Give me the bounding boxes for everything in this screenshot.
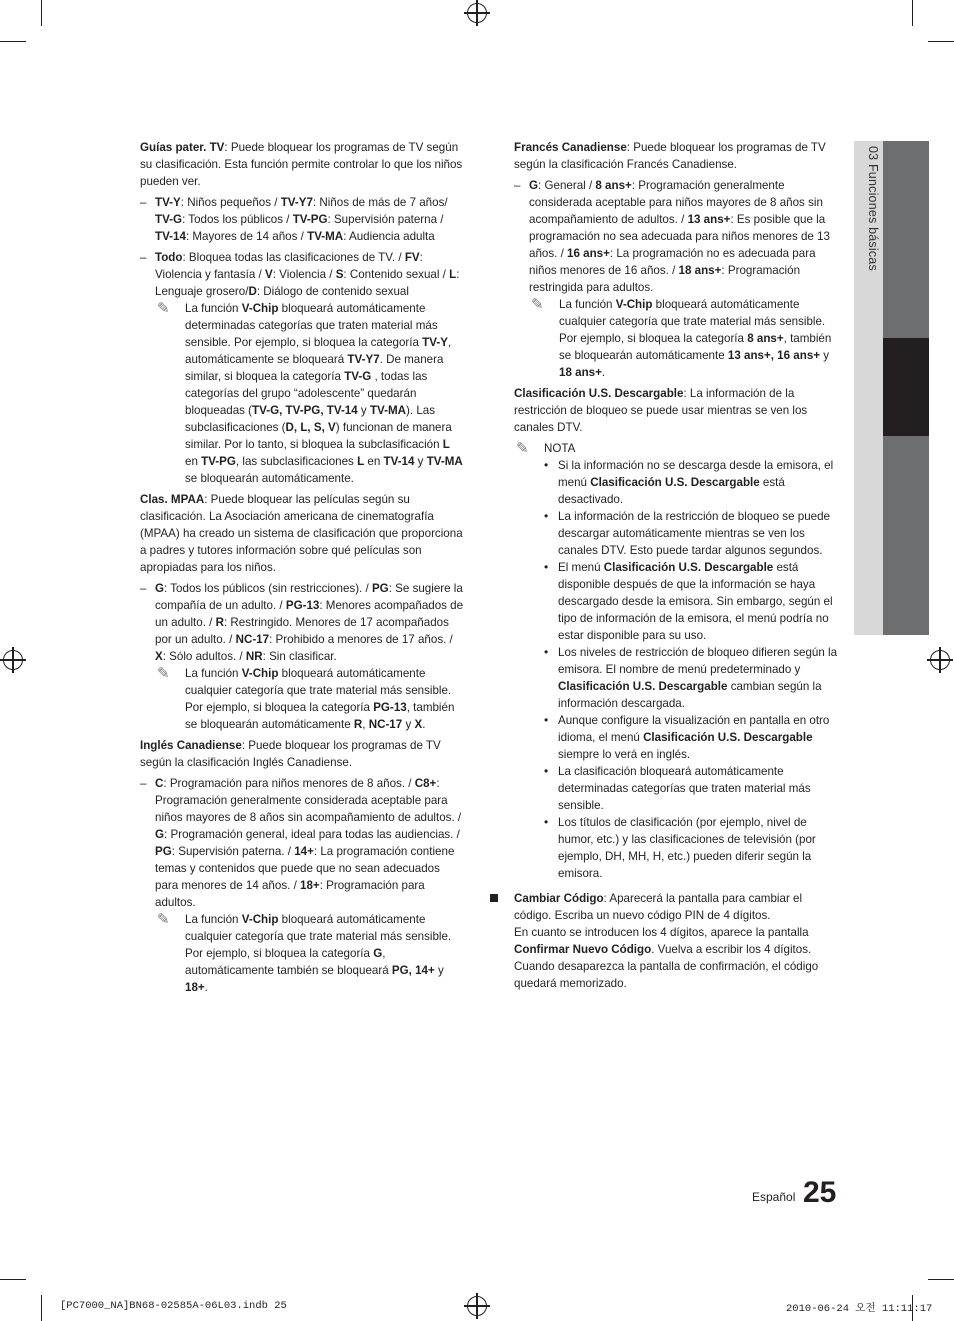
bold-term: V-Chip (241, 913, 279, 926)
bold-term: D (248, 285, 257, 298)
text-run: : Supervisión paterna. / (171, 845, 295, 858)
text-run: , automáticamente se bloqueará (185, 336, 452, 366)
dash-item (140, 775, 464, 911)
bold-term: NR (245, 650, 263, 663)
text-run: ) funcionan de manera similar. Por lo tanto, si bloquea la subclasificación (185, 421, 452, 451)
chapter-bar (883, 141, 929, 338)
text-run: La información de la restricción de bloqueo se puede descargar automáticamente mientras se ven los canales DTV. Esto puede tardar algunos segundos. (558, 510, 830, 557)
text-run: : Supervisión paterna / (327, 213, 444, 226)
bold-term: V (265, 268, 273, 281)
bold-term: D, L, S, V (285, 421, 336, 434)
text-run: : Aparecerá la pantalla para cambiar el código. Escriba un nuevo código PIN de 4 dígitos. (514, 892, 803, 922)
paragraph-canadian-english (140, 737, 464, 771)
crop-mark (912, 0, 913, 26)
note-item (140, 665, 464, 733)
text-run: : Bloquea todas las clasificaciones de TV. / (182, 251, 405, 264)
bold-term: FV (404, 251, 420, 264)
text-run: : Lenguaje grosero/ (155, 268, 460, 298)
note-bullet-item (514, 644, 840, 712)
bold-term: TV-G (155, 213, 183, 226)
text-run: . (422, 718, 426, 731)
bold-term: 13 ans+, 16 ans+ (727, 349, 821, 362)
bold-term: V-Chip (241, 667, 279, 680)
text-run: siempre lo verá en inglés. (558, 748, 691, 761)
text-run: . Vuelva a escribir los 4 dígitos. Cuando desaparezca la pantalla de confirmación, el código quedará memorizado. (514, 943, 819, 990)
bold-term: TV-Y (422, 336, 448, 349)
bold-term: Todo (155, 251, 183, 264)
bold-term: 14+ (294, 845, 314, 858)
text-run: En cuanto se introducen los 4 dígitos, aparece la pantalla (514, 926, 809, 939)
bold-term: V-Chip (615, 298, 653, 311)
text-run: : Restringido. Menores de 17 acompañados por un adulto. / (155, 616, 449, 646)
text-run: , también se bloquearán automáticamente (559, 332, 832, 362)
text-run: , todas las categorías del grupo “adolescente” quedarán bloqueadas ( (185, 370, 428, 417)
text-run: , también se bloquearán automáticamente (185, 701, 455, 731)
note-bullet-item (514, 763, 840, 814)
bold-term: TV-Y (155, 196, 181, 209)
bold-term: 18 ans+ (559, 366, 602, 379)
bold-term: 18+ (300, 879, 320, 892)
pencil-note-icon: ✎ (516, 440, 529, 457)
bold-term: Clas. MPAA (140, 493, 205, 506)
bold-term: TV-MA (426, 455, 463, 468)
text-run: bloqueará automáticamente cualquier categoría que trate material más sensible. Por ejemplo, si bloquea la categoría (185, 913, 452, 960)
crop-mark (928, 41, 954, 42)
dash-item (140, 249, 464, 300)
bold-term: Confirmar Nuevo Código (514, 943, 652, 956)
dash-item (514, 177, 840, 296)
bold-term: L (357, 455, 365, 468)
text-run: : Puede bloquear los programas de TV según la clasificación Inglés Canadiense. (140, 739, 441, 769)
bold-term: NC-17 (368, 718, 403, 731)
note-bullet-item (514, 712, 840, 763)
bold-term: TV-PG (201, 455, 236, 468)
text-run: : Niños pequeños / (180, 196, 281, 209)
bold-term: Clasificación U.S. Descargable (558, 680, 728, 693)
dash-item (140, 580, 464, 665)
text-run: : Violencia / (272, 268, 336, 281)
bold-term: TV-MA (369, 404, 407, 417)
text-run: : Sólo adultos. / (162, 650, 246, 663)
registration-mark-icon (3, 650, 23, 670)
bold-term: 13 ans+ (687, 213, 731, 226)
text-run: y (402, 718, 415, 731)
bold-term: Clasificación U.S. Descargable (590, 476, 760, 489)
text-run: : Se sugiere la compañía de un adulto. / (155, 582, 463, 612)
text-run: : Todos los públicos (sin restricciones). / (164, 582, 372, 595)
bold-term: X (155, 650, 163, 663)
pencil-note-icon: ✎ (157, 911, 170, 928)
bold-term: L (442, 438, 450, 451)
dash-item (140, 194, 464, 245)
text-run: . De manera similar, si bloquea la categoría (185, 353, 444, 383)
bold-term: Clasificación U.S. Descargable (514, 387, 684, 400)
text-run: : Sin clasificar. (262, 650, 337, 663)
bold-term: TV-G, TV-PG, TV-14 (252, 404, 358, 417)
text-run: : Contenido sexual / (343, 268, 450, 281)
text-run: , las subclasificaciones (235, 455, 358, 468)
note-bullet-item (514, 814, 840, 882)
text-run: : Puede bloquear los programas de TV según la clasificación Francés Canadiense. (514, 141, 826, 171)
nota-heading: ✎ NOTA (516, 440, 576, 457)
text-run: Si la información no se descarga desde la emisora, el menú (558, 459, 834, 489)
bold-term: NC-17 (235, 633, 270, 646)
text-run: en (364, 455, 384, 468)
bold-term: 8 ans+ (747, 332, 784, 345)
text-run: está disponible después de que la información se haya descargado desde la emisora. Sin embargo, según el tipo de información de la emisora, el menú podría no estar disponible para su uso. (558, 561, 833, 642)
bold-term: TV-14 (383, 455, 415, 468)
bold-term: G (373, 947, 383, 960)
bold-term: TV-Y7 (347, 353, 380, 366)
note-item (514, 296, 840, 381)
text-run: cambian según la información descargada. (558, 680, 822, 710)
text-run: se bloquearán automáticamente. (185, 472, 354, 485)
registration-mark-icon (467, 3, 487, 23)
pencil-note-icon: ✎ (157, 300, 170, 317)
text-run: bloqueará automáticamente cualquier categoría que trate material más sensible. Por ejemplo, si bloquea la categoría (559, 298, 826, 345)
text-run: , (362, 718, 369, 731)
text-run: . (204, 981, 208, 994)
text-run: , automáticamente también se bloqueará (185, 947, 392, 977)
text-run: bloqueará automáticamente determinadas categorías que traten material más sensible. Por ejemplo, si bloquea la categoría (185, 302, 438, 349)
pencil-note-icon: ✎ (157, 665, 170, 682)
text-run: : Mayores de 14 años / (185, 230, 308, 243)
bold-term: 16 ans+ (567, 247, 610, 260)
bold-term: Cambiar Código (514, 892, 604, 905)
note-bullet-item (514, 457, 840, 508)
bold-term: PG (155, 845, 172, 858)
paragraph-confirm-code (514, 924, 840, 992)
bold-term: C (155, 777, 164, 790)
left-column (140, 139, 464, 996)
bold-term: TV-MA (307, 230, 344, 243)
paragraph-us-downloadable (514, 385, 840, 436)
bold-term: PG-13 (285, 599, 320, 612)
text-run: : Puede bloquear las películas según su clasificación. La Asociación americana de cinematografía (MPAA) ha creado un sistema de clasificación que proporciona a padres y tutores información sobre qué películas son apropiadas para los niños. (140, 493, 463, 574)
bold-term: PG (371, 582, 389, 595)
text-run: Aunque configure la visualización en pantalla en otro idioma, el menú (558, 714, 830, 744)
bold-term: G (529, 179, 539, 192)
text-run: está desactivado. (558, 476, 785, 506)
bold-term: TV-Y7 (280, 196, 313, 209)
text-run: : La programación contiene temas y contenidos que puede que no sean adecuados para menores de 14 años. / (155, 845, 455, 892)
crop-mark (0, 41, 26, 42)
text-run: : Programación restringida para adultos. (529, 264, 801, 294)
bold-term: C8+ (414, 777, 437, 790)
square-bullet-icon (490, 894, 498, 902)
bold-term: TV-G (344, 370, 372, 383)
text-run: : Diálogo de contenido sexual (256, 285, 409, 298)
bold-term: Clasificación U.S. Descargable (643, 731, 813, 744)
bold-term: G (155, 828, 165, 841)
text-run: : Es posible que la programación no sea adecuada para niños menores de 13 años. / (529, 213, 830, 260)
bold-term: TV-PG (292, 213, 328, 226)
note-bullet-item (514, 508, 840, 559)
text-run: Los niveles de restricción de bloqueo difieren según la emisora. El nombre de menú predeterminado y (558, 646, 838, 676)
bold-term: S (335, 268, 344, 281)
bold-term: Inglés Canadiense (140, 739, 242, 752)
text-run: bloqueará automáticamente cualquier categoría que trate material más sensible. Por ejemplo, si bloquea la categoría (185, 667, 452, 714)
bold-term: R (353, 718, 363, 731)
bold-term: 8 ans+ (595, 179, 632, 192)
bold-term: R (215, 616, 224, 629)
bold-term: V-Chip (241, 302, 279, 315)
text-run: : Programación para adultos. (155, 879, 425, 909)
text-run: El menú (558, 561, 604, 574)
text-run: . (601, 366, 606, 379)
chapter-tab-label: 03 Funciones básicas (866, 146, 880, 271)
paragraph-canadian-french (514, 139, 840, 173)
text-run: : Menores acompañados de un adulto. / (155, 599, 464, 629)
bold-term: 18 ans+ (678, 264, 722, 277)
paragraph-change-code (514, 890, 840, 924)
text-run: : Todos los públicos / (182, 213, 293, 226)
crop-mark (41, 1295, 42, 1321)
pencil-note-icon: ✎ (531, 296, 544, 313)
bold-term: PG-13 (373, 701, 407, 714)
registration-mark-icon (930, 650, 950, 670)
note-bullet-list (514, 457, 840, 882)
registration-mark-icon (467, 1296, 487, 1316)
crop-mark (41, 0, 42, 26)
text-run: : Audiencia adulta (343, 230, 435, 243)
bold-term: TV-14 (155, 230, 186, 243)
text-run: Los títulos de clasificación (por ejemplo, nivel de humor, etc.) y las clasificaciones de televisión (por ejemplo, DH, MH, H, etc.) pueden diferir según la emisora. (558, 816, 816, 880)
text-run: : Programación para niños menores de 8 años. / (163, 777, 415, 790)
text-run: : Programación generalmente considerada aceptable para niños mayores de 8 años sin acompañamiento de adultos. / (529, 179, 823, 226)
text-run: La función (185, 913, 242, 926)
text-run: y (820, 349, 830, 362)
bold-term: 18+ (185, 981, 205, 994)
text-run: : General / (538, 179, 596, 192)
paragraph-mpaa (140, 491, 464, 576)
text-run: La función (185, 667, 242, 680)
text-run: y (414, 455, 427, 468)
bold-term: Francés Canadiense (514, 141, 627, 154)
bold-term: PG, 14+ (391, 964, 435, 977)
print-footer-date: 2010-06-24 오전 11:11:17 (786, 1303, 933, 1315)
paragraph-tv-guide: Guías pater. TV: Puede bloquear los programas de TV según su clasificación. Esta función permite controlar lo que los niños pueden ver. (140, 141, 463, 188)
text-run: ). Las subclasificaciones ( (185, 404, 436, 434)
text-run: La clasificación bloqueará automáticamente determinadas categorías que traten material más sensible. (558, 765, 811, 812)
text-run: : La información de la restricción de bloqueo se puede usar mientras se ven los canales DTV. (514, 387, 808, 434)
text-run: en (185, 455, 202, 468)
chapter-bar (883, 436, 929, 635)
bold-term: Clasificación U.S. Descargable (603, 561, 774, 574)
note-item (140, 300, 464, 487)
text-run: La función (559, 298, 616, 311)
text-run: y (357, 404, 370, 417)
text-run: : Programación general, ideal para todas las audiencias. / (164, 828, 460, 841)
note-bullet-item (514, 559, 840, 644)
crop-mark (0, 1279, 26, 1280)
page-number: 25 (803, 1176, 837, 1209)
bold-term: X (414, 718, 423, 731)
text-run: : La programación no es adecuada para niños menores de 16 años. / (529, 247, 816, 277)
text-run: : Programación generalmente considerada aceptable para niños mayores de 8 años sin acompañamiento de adultos. / (155, 777, 462, 824)
text-run: y (434, 964, 444, 977)
chapter-bar-active (883, 338, 929, 436)
text-run: : Violencia y fantasía / (155, 251, 423, 281)
bold-term: L (449, 268, 457, 281)
page-language: Español (752, 1190, 796, 1204)
crop-mark (928, 1279, 954, 1280)
right-column (514, 139, 840, 992)
text-run: : Niños de más de 7 años/ (312, 196, 448, 209)
note-item (140, 911, 464, 996)
bold-term: G (155, 582, 165, 595)
text-run: La función (185, 302, 242, 315)
print-footer-file: [PC7000_NA]BN68-02585A-06L03.indb 25 (60, 1300, 287, 1312)
text-run: : Prohibido a menores de 17 años. / (269, 633, 453, 646)
